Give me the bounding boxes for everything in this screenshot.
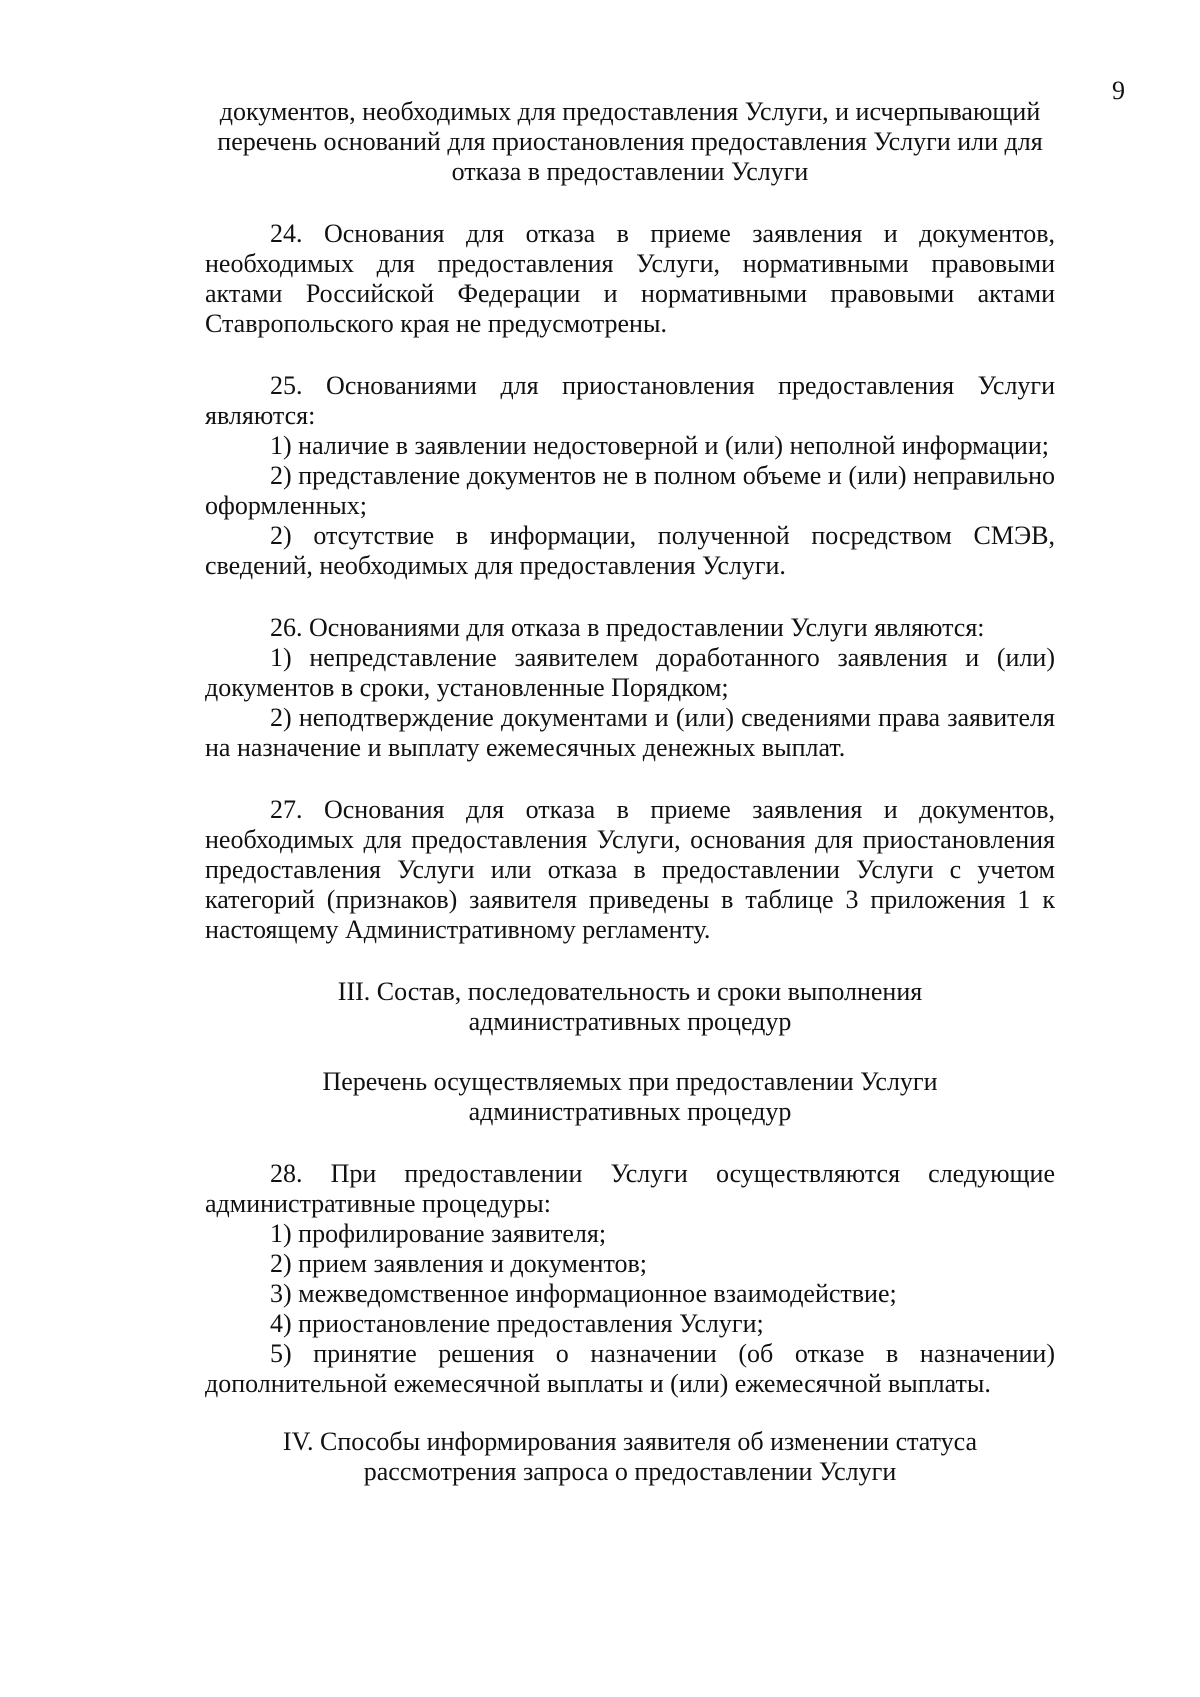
page-number: 9 [1112, 76, 1125, 105]
list-item: 2) отсутствие в информации, полученной посредством СМЭВ, сведений, необходимых для предоставления Услуги. [205, 521, 1055, 580]
list-item: 2) неподтверждение документами и (или) сведениями права заявителя на назначение и выплату ежемесячных денежных выплат. [205, 703, 1055, 762]
paragraph-26: 26. Основаниями для отказа в предоставлении Услуги являются: [270, 613, 985, 642]
list-item: 3) межведомственное информационное взаимодействие; [270, 1279, 897, 1308]
heading-line: III. Состав, последовательность и сроки выполнения [337, 977, 923, 1006]
document-body [205, 97, 1055, 1487]
heading-line: рассмотрения запроса о предоставлении Услуги [363, 1457, 897, 1486]
heading-line-cut: документов, необходимых для предоставления Услуги, и исчерпывающий [219, 97, 1041, 126]
paragraph-25: 25. Основаниями для приостановления предоставления Услуги являются: [205, 371, 1055, 430]
heading-line: Перечень осуществляемых при предоставлении Услуги [322, 1067, 938, 1096]
list-item: 5) принятие решения о назначении (об отказе в назначении) дополнительной ежемесячной выплаты и (или) ежемесячной выплаты. [205, 1339, 1055, 1398]
subsection-heading-3 [205, 1067, 1055, 1127]
heading-line: IV. Способы информирования заявителя об изменении статуса [282, 1427, 978, 1456]
paragraph-28: 28. При предоставлении Услуги осуществляются следующие административные процедуры: [205, 1159, 1055, 1218]
heading-line: административных процедур [468, 1007, 792, 1036]
list-item: 1) наличие в заявлении недостоверной и (или) неполной информации; [270, 431, 1049, 460]
heading-line: перечень оснований для приостановления предоставления Услуги или для [217, 127, 1043, 156]
section-heading-continued [205, 97, 1055, 187]
list-item: 2) прием заявления и документов; [270, 1249, 647, 1278]
list-item: 2) представление документов не в полном объеме и (или) неправильно оформленных; [205, 461, 1055, 520]
list-item: 1) непредставление заявителем доработанного заявления и (или) документов в сроки, установленные Порядком; [205, 643, 1055, 702]
section-heading-3 [205, 977, 1055, 1037]
section-heading-4 [205, 1427, 1055, 1487]
list-item: 4) приостановление предоставления Услуги; [270, 1309, 764, 1338]
paragraph-27: 27. Основания для отказа в приеме заявления и документов, необходимых для предоставления Услуги, основания для приостановления предоставления Услуги или отказа в предоставлении Услуги с учетом категорий (признаков) заявителя приведены в таблице 3 приложения 1 к настоящему Административному регламенту. [205, 795, 1055, 944]
list-item: 1) профилирование заявителя; [270, 1219, 607, 1248]
paragraph-24: 24. Основания для отказа в приеме заявления и документов, необходимых для предоставления Услуги, нормативными правовыми актами Российской Федерации и нормативными правовыми актами Ставропольского края не предусмотрены. [205, 219, 1055, 338]
heading-line: отказа в предоставлении Услуги [451, 157, 809, 186]
heading-line: административных процедур [468, 1097, 792, 1126]
